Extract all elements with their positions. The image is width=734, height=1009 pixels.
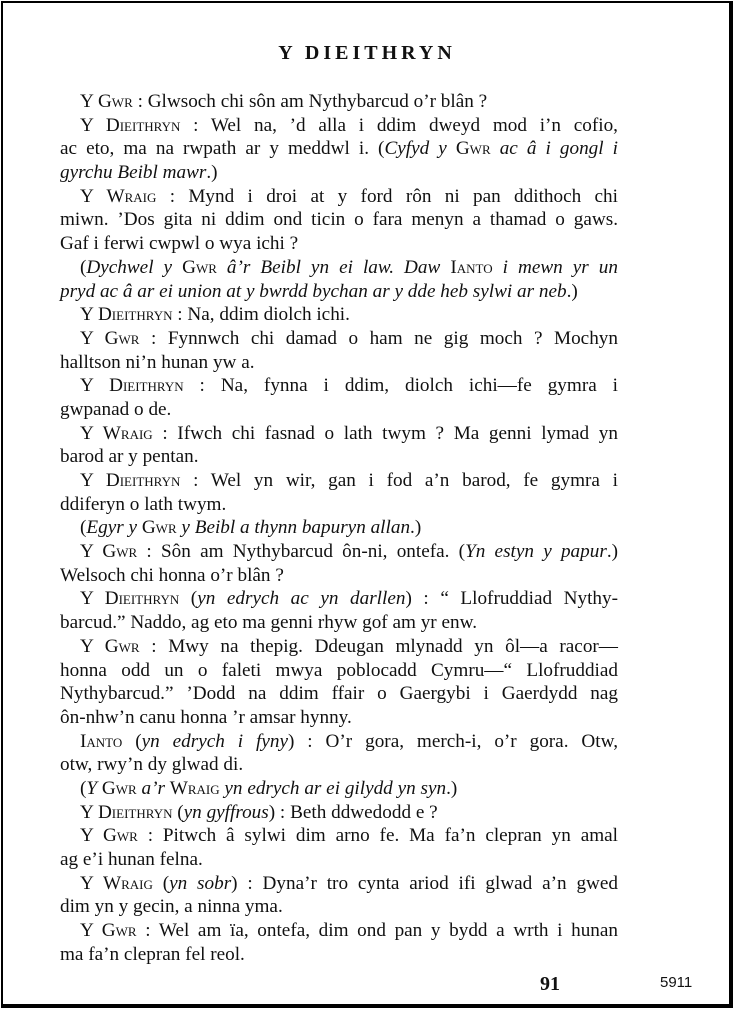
dialogue-text: ag e’i hunan felna. (60, 849, 203, 870)
stage-direction: yn edrych ac yn darllen (197, 588, 406, 610)
text-line (60, 374, 618, 398)
paragraph (60, 919, 618, 966)
speaker-name: Dieithryn (97, 801, 173, 823)
dialogue-text: : Glwsoch chi sôn am Nythybarcud o’r blân ? (132, 91, 488, 112)
text-line (60, 137, 618, 161)
text-line (60, 516, 618, 540)
text-line (60, 232, 618, 256)
speaker-name: Gwr (455, 138, 491, 160)
dialogue-text: Y (80, 327, 105, 349)
text-line (60, 208, 618, 232)
paragraph (60, 516, 618, 540)
text-line (60, 611, 618, 635)
dialogue-text: Y (80, 304, 98, 326)
stage-direction: a’r (136, 777, 170, 799)
speaker-name: Wraig (102, 422, 153, 444)
speaker-name: Gwr (104, 327, 140, 349)
paragraph (60, 872, 618, 919)
text-line (60, 706, 618, 730)
speaker-name: Gwr (97, 91, 133, 112)
dialogue-text: ( (80, 517, 87, 539)
dialogue-text: : Wel yn wir, gan i fod a’n barod, fe gymra i (180, 470, 618, 491)
paragraph (60, 374, 618, 421)
text-line (60, 682, 618, 706)
paragraph (60, 824, 618, 871)
dialogue-text: ddiferyn o lath twym. (60, 493, 227, 515)
text-line (60, 540, 618, 564)
text-line (60, 730, 618, 754)
text-line (60, 895, 618, 919)
scan-code: 5911 (660, 974, 693, 991)
dialogue-text: ( (80, 256, 87, 278)
speaker-name: Wraig (106, 185, 157, 207)
text-line (60, 280, 618, 304)
dialogue-text: ) : “ Llofruddiad Nythy- (405, 588, 618, 610)
speaker-name: Wraig (169, 777, 220, 799)
paragraph (60, 327, 618, 374)
speaker-name: Dieithryn (105, 470, 181, 491)
paragraph (60, 303, 618, 327)
dialogue-text: dim yn y gecin, a ninna yma. (60, 896, 283, 918)
page-number: 91 (540, 973, 560, 995)
dialogue-text: ) : O’r gora, merch-i, o’r gora. Otw, (287, 730, 619, 752)
stage-direction: yn gyffrous (183, 801, 269, 823)
text-line (60, 587, 618, 611)
text-line (60, 564, 618, 588)
text-line (60, 777, 618, 801)
dialogue-text: ac eto, ma na rwpath ar y meddwl i. ( (60, 138, 385, 160)
dialogue-text: otw, rwy’n dy glwad di. (60, 754, 244, 776)
stage-direction: yn edrych i fyny (141, 730, 288, 752)
dialogue-text: .) (410, 517, 422, 539)
speaker-name: Gwr (101, 777, 137, 799)
text-line (60, 824, 618, 848)
play-text (60, 90, 618, 966)
page-title: Y DIEITHRYN (278, 42, 456, 64)
dialogue-text: .) (446, 777, 458, 799)
dialogue-text: Gaf i ferwi cwpwl o wya ichi ? (60, 233, 299, 255)
dialogue-text: ( (80, 777, 87, 799)
stage-direction: Egyr y (86, 517, 142, 539)
speaker-name: Dieithryn (104, 588, 180, 610)
dialogue-text: ) : Beth ddwedodd e ? (268, 801, 438, 823)
dialogue-text: ma fa’n clepran fel reol. (60, 943, 245, 965)
stage-direction: ac â i gongl i (490, 138, 618, 160)
text-line (60, 351, 618, 375)
stage-direction: i mewn yr un (492, 256, 618, 278)
dialogue-text: ) : Dyna’r tro cynta ariod ifi glwad a’n gwed (231, 872, 619, 894)
dialogue-text: Y (80, 91, 98, 112)
text-line (60, 872, 618, 896)
text-line (60, 635, 618, 659)
text-line (60, 493, 618, 517)
stage-direction: gyrchu Beibl mawr (60, 162, 207, 184)
dialogue-text: ( (152, 872, 170, 894)
dialogue-text: Y (80, 872, 103, 894)
dialogue-text: .) (566, 280, 578, 302)
text-line (60, 327, 618, 351)
stage-direction: y Beibl a thynn bapuryn allan (176, 517, 411, 539)
paragraph (60, 777, 618, 801)
paragraph (60, 635, 618, 730)
speaker-name: Gwr (141, 517, 177, 539)
paragraph (60, 422, 618, 469)
text-line (60, 445, 618, 469)
stage-direction: Yn estyn y papur (465, 541, 607, 563)
dialogue-text: Y (80, 470, 106, 491)
dialogue-text: Y (80, 588, 105, 610)
dialogue-text: ôn-nhw’n canu honna ’r amsar hynny. (60, 706, 352, 728)
stage-direction: Dychwel y (86, 256, 183, 278)
text-line (60, 398, 618, 422)
dialogue-text: ( (122, 730, 142, 752)
dialogue-text: : Mynd i droi at y ford rôn ni pan ddithoch chi (156, 185, 618, 207)
paragraph (60, 469, 618, 516)
stage-direction: yn sobr (169, 872, 232, 894)
dialogue-text: Y (80, 635, 105, 657)
text-line (60, 848, 618, 872)
dialogue-text: honna odd un o faleti mwya poblocadd Cymru—“ Llofruddiad (60, 659, 618, 681)
dialogue-text: ( (172, 801, 184, 823)
paragraph (60, 114, 618, 185)
text-line (60, 801, 618, 825)
text-line (60, 422, 618, 446)
dialogue-text: Y (80, 920, 102, 942)
text-line (60, 753, 618, 777)
speaker-name: Gwr (102, 541, 138, 563)
speaker-name: Dieithryn (105, 114, 181, 136)
text-line (60, 256, 618, 280)
text-line (60, 114, 618, 138)
dialogue-text: : Mwy na thepig. Ddeugan mlynadd yn ôl—a racor— (139, 635, 618, 657)
text-line (60, 185, 618, 209)
speaker-name: Gwr (101, 920, 137, 942)
dialogue-text: : Wel na, ’d alla i ddim dweyd mod i’n cofio, (180, 114, 618, 136)
speaker-name: Dieithryn (97, 304, 173, 326)
dialogue-text: barod ar y pentan. (60, 446, 199, 468)
paragraph (60, 801, 618, 825)
dialogue-text: miwn. ’Dos gita ni ddim ond ticin o fara menyn a thamad o gaws. (60, 209, 618, 231)
paragraph (60, 90, 618, 114)
text-line (60, 943, 618, 967)
speaker-name: Dieithryn (109, 375, 184, 397)
dialogue-text: Y (80, 185, 107, 207)
dialogue-text: : Sôn am Nythybarcud ôn-ni, ontefa. ( (137, 541, 466, 563)
text-line (60, 161, 618, 185)
paragraph (60, 540, 618, 587)
dialogue-text: barcud.” Naddo, ag eto ma genni rhyw gof am yr enw. (60, 612, 478, 634)
dialogue-text: : Na, ddim diolch ichi. (172, 304, 350, 326)
dialogue-text: .) (606, 541, 618, 563)
paragraph (60, 730, 618, 777)
dialogue-text: : Wel am ïa, ontefa, dim ond pan y bydd a wrth i hunan (136, 920, 618, 942)
text-line (60, 90, 618, 114)
speaker-name: Ianto (80, 730, 123, 752)
stage-direction: â’r Beibl yn ei law. Daw (216, 256, 451, 278)
paragraph (60, 256, 618, 303)
dialogue-text: Y (80, 541, 103, 563)
dialogue-text: : Pitwch â sylwi dim arno fe. Ma fa’n clepran yn amal (137, 825, 618, 847)
dialogue-text: : Ifwch chi fasnad o lath twym ? Ma genni lymad yn (152, 422, 618, 444)
speaker-name: Wraig (102, 872, 153, 894)
dialogue-text: halltson ni’n hunan yw a. (60, 351, 255, 373)
dialogue-text: Y (80, 375, 110, 397)
dialogue-text: Welsoch chi honna o’r blân ? (60, 564, 284, 586)
stage-direction: Y (86, 777, 102, 799)
speaker-name: Gwr (104, 635, 140, 657)
text-line (60, 303, 618, 327)
dialogue-text: : Na, fynna i ddim, diolch ichi—fe gymra i (183, 375, 618, 397)
speaker-name: Gwr (103, 825, 138, 847)
text-line (60, 469, 618, 493)
paragraph (60, 587, 618, 634)
stage-direction: Cyfyd y (384, 138, 456, 160)
text-line (60, 659, 618, 683)
dialogue-text: Y (80, 422, 103, 444)
speaker-name: Gwr (182, 256, 217, 278)
dialogue-text: Y (80, 114, 106, 136)
text-line (60, 919, 618, 943)
dialogue-text: : Fynnwch chi damad o ham ne gig moch ? Mochyn (139, 327, 618, 349)
speaker-name: Ianto (450, 256, 493, 278)
dialogue-text: Y (80, 801, 98, 823)
dialogue-text: gwpanad o de. (60, 398, 172, 420)
dialogue-text: Y (80, 825, 104, 847)
stage-direction: yn edrych ar ei gilydd yn syn (219, 777, 447, 799)
paragraph (60, 185, 618, 256)
dialogue-text: Nythybarcud.” ’Dodd na ddim ffair o Gaergybi i Gaerdydd nag (60, 683, 618, 705)
stage-direction: pryd ac â ar ei union at y bwrdd bychan ar y dde heb sylwi ar neb (60, 280, 567, 302)
dialogue-text: .) (206, 162, 218, 184)
dialogue-text: ( (179, 588, 198, 610)
